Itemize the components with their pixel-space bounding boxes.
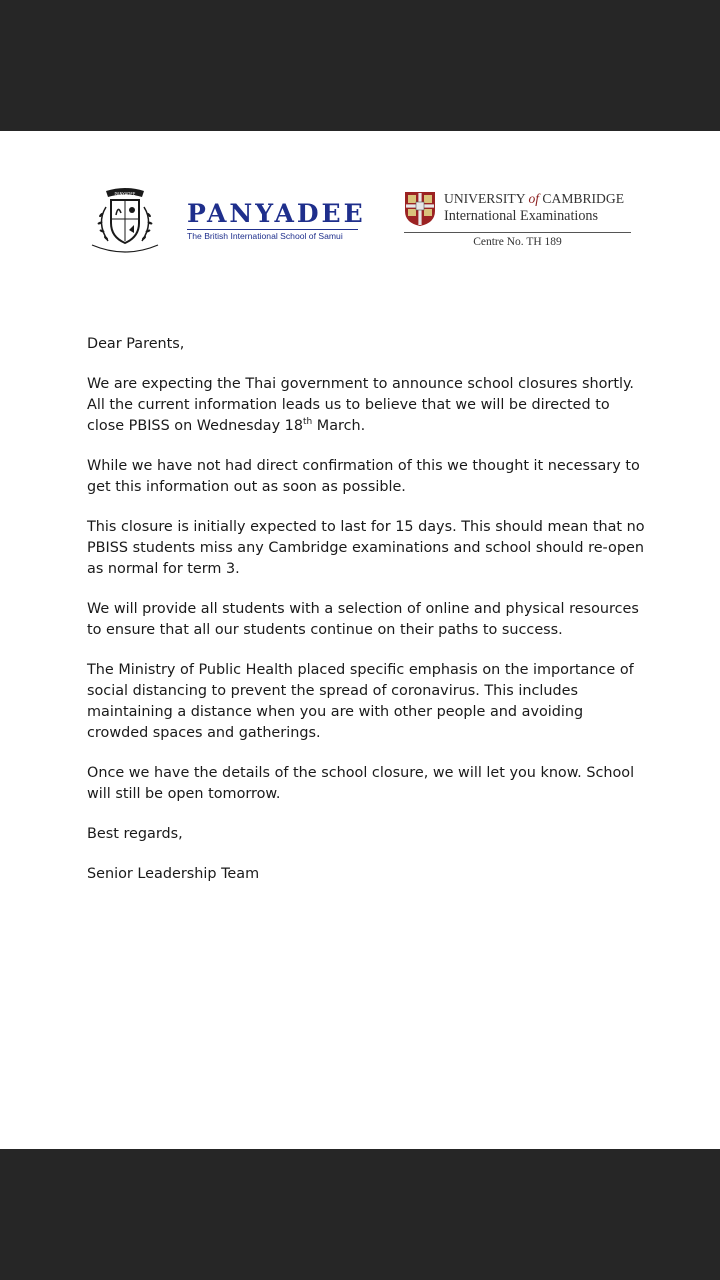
p1-text: We are expecting the Thai government to announce school closures shortly. All the current information leads us to believe that we will be directed to close PBISS on Wednesday 18: [87, 376, 634, 434]
top-dark-bar: [0, 0, 720, 131]
cambridge-university: UNIVERSITY: [444, 191, 529, 206]
cambridge-cambridge: CAMBRIDGE: [539, 191, 624, 206]
closing: Best regards,: [87, 826, 183, 842]
paragraph-health-guidance: The Ministry of Public Health placed specific emphasis on the importance of social distancing to prevent the spread of coronavirus. This includes maintaining a distance when you are with other people and avoiding crowded spaces and gatherings.: [87, 662, 634, 741]
paragraph-confirmation: While we have not had direct confirmation of this we thought it necessary to get this information out as soon as possible.: [87, 458, 640, 495]
centre-number: Centre No. TH 189: [473, 236, 562, 248]
school-subtitle: The British International School of Samui: [187, 229, 358, 241]
letter-body: [87, 334, 647, 904]
signature: Senior Leadership Team: [87, 866, 260, 882]
cambridge-of: of: [528, 191, 540, 206]
paragraph-next-steps: Once we have the details of the school closure, we will let you know. School will still be open tomorrow.: [87, 765, 635, 802]
paragraph-duration: This closure is initially expected to last for 15 days. This should mean that no PBISS students miss any Cambridge examinations and school should re-open as normal for term 3.: [87, 519, 645, 577]
school-name: PANYADEE: [187, 199, 366, 228]
letter-page: [0, 131, 720, 1149]
paragraph-resources: We will provide all students with a selection of online and physical resources to ensure that all our students continue on their paths to success.: [87, 601, 639, 638]
p1-ordinal: th: [302, 417, 313, 428]
cambridge-name-line: [444, 191, 624, 207]
crest-banner-text: PANYADEE: [114, 191, 136, 197]
p1-text-end: March.: [312, 418, 366, 434]
panyadee-crest-logo: [84, 185, 166, 259]
bottom-dark-bar: [0, 1149, 720, 1280]
cambridge-divider: [404, 232, 631, 233]
salutation: Dear Parents,: [87, 336, 185, 352]
cambridge-exams-line: International Examinations: [444, 208, 599, 224]
cambridge-shield-icon: [404, 191, 436, 227]
paragraph-closure-announcement: [87, 374, 647, 437]
